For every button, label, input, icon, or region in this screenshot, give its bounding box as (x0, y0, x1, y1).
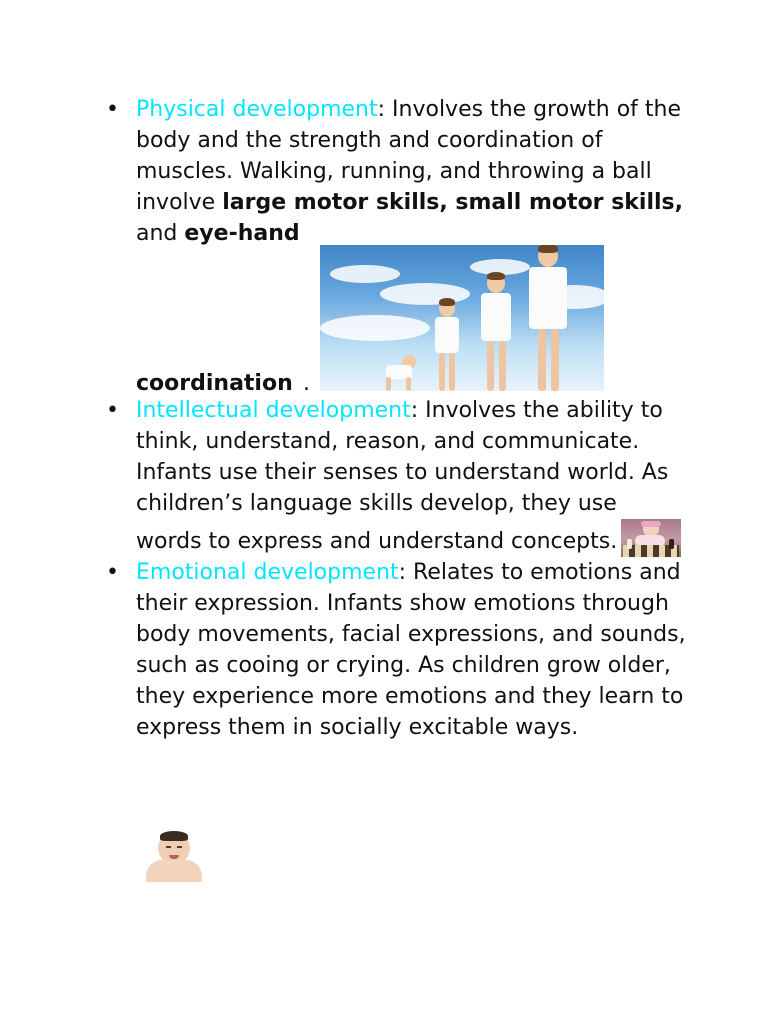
physical-bold-eye-hand: eye-hand (184, 221, 300, 246)
term-physical: Physical development (136, 97, 378, 122)
bullet-icon: • (106, 97, 119, 122)
intellectual-paragraph (136, 398, 668, 554)
list-item-intellectual (106, 395, 686, 557)
physical-text: : Involves the growth of the body and the strength and coordination of muscles. Walking, running, and throwing a ball involve (136, 97, 682, 215)
term-intellectual: Intellectual development (136, 398, 411, 423)
intellectual-text: : Involves the ability to think, understand, reason, and communicate. Infants use their senses to understand world. As children’s language skills develop, they use words to express and understand concepts. (136, 398, 669, 554)
list-item-emotional (106, 557, 686, 743)
physical-and: and (136, 221, 185, 246)
emotional-text: : Relates to emotions and their expression. Infants show emotions through body movements, facial expressions, and sounds, such as cooing or crying. As children grow older, they experience more emotions and they learn to express them in socially excitable ways. (136, 560, 686, 740)
physical-image-line (136, 249, 686, 395)
bullet-icon: • (106, 398, 119, 423)
crying-baby-image (138, 828, 208, 882)
children-growth-image (320, 245, 604, 391)
physical-bold-coordination: coordination (136, 371, 293, 396)
bullet-icon: • (106, 560, 119, 585)
development-list (106, 94, 686, 743)
list-item-physical (106, 94, 686, 395)
physical-period: . (303, 371, 310, 396)
physical-bold-skills: large motor skills, small motor skills, (222, 190, 683, 215)
term-emotional: Emotional development (136, 560, 399, 585)
baby-chess-image (621, 519, 681, 557)
